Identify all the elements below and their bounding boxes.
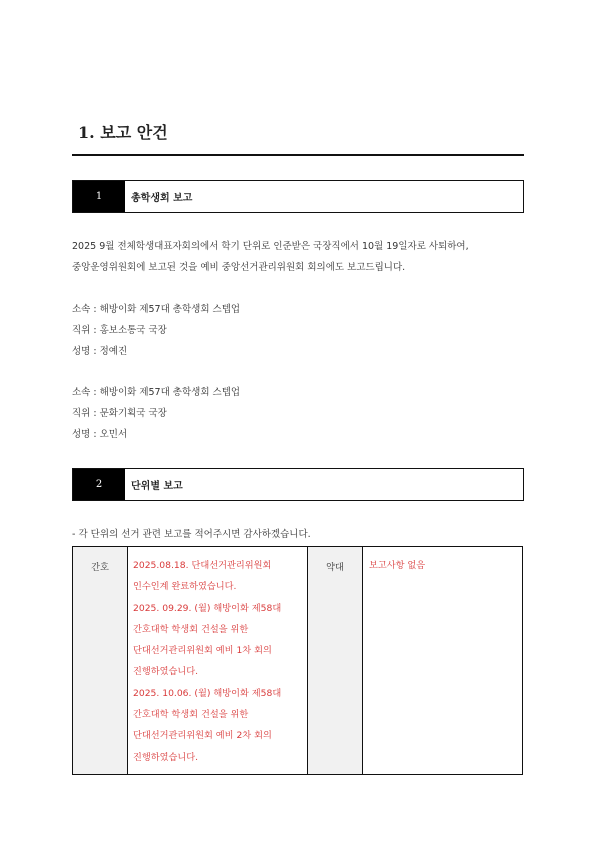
person-info-2	[72, 382, 240, 445]
report-line: 2025.08.18. 단대선거관리위원회	[133, 560, 272, 571]
unit-name-cell: 간호	[73, 547, 128, 775]
report-line: 단대선거관리위원회 예비 2차 회의	[133, 730, 272, 742]
report-line: 인수인계 완료하였습니다.	[133, 581, 237, 593]
table-row	[73, 547, 523, 775]
intro-line: 2025 9월 전체학생대표자회의에서 학기 단위로 인준받은 국장직에서 10월 19일자로 사퇴하여,	[72, 241, 469, 252]
report-line: 진행하였습니다.	[133, 666, 199, 678]
section-header-2	[72, 468, 524, 501]
section-title: 단위별 보고	[131, 481, 183, 492]
person-info-1	[72, 299, 240, 362]
section1-intro	[72, 236, 469, 278]
report-line: 단대선거관리위원회 예비 1차 회의	[133, 645, 272, 657]
position: 직위 : 홍보소통국 국장	[72, 325, 167, 336]
report-line: 보고사항 없음	[369, 560, 426, 571]
name: 성명 : 정예진	[72, 346, 128, 357]
section-number: 1	[73, 181, 125, 212]
unit-name-cell: 약대	[308, 547, 363, 775]
section-title: 총학생회 보고	[131, 193, 193, 204]
page-title: 1. 보고 안건	[78, 123, 168, 142]
report-instruction: - 각 단위의 선거 관련 보고를 적어주시면 감사하겠습니다.	[72, 529, 311, 540]
unit-report-table	[72, 546, 523, 775]
position: 직위 : 문화기획국 국장	[72, 408, 167, 419]
unit-report-cell	[363, 547, 523, 775]
affiliation: 소속 : 해방이화 제57대 총학생회 스텝업	[72, 387, 241, 398]
report-line: 2025. 09.29. (월) 해방이화 제58대	[133, 602, 282, 614]
report-line: 간호대학 학생회 건설을 위한	[133, 709, 249, 721]
section-number: 2	[73, 469, 125, 500]
section-header-1	[72, 180, 524, 213]
report-line: 2025. 10.06. (월) 해방이화 제58대	[133, 687, 282, 699]
affiliation: 소속 : 해방이화 제57대 총학생회 스텝업	[72, 304, 241, 315]
name: 성명 : 오민서	[72, 429, 128, 440]
title-divider	[72, 154, 524, 156]
report-line: 진행하였습니다.	[133, 751, 199, 763]
report-line: 간호대학 학생회 건설을 위한	[133, 623, 249, 635]
unit-report-cell	[128, 547, 308, 775]
intro-line: 중앙운영위원회에 보고된 것을 예비 중앙선거관리위원회 회의에도 보고드립니다.	[72, 262, 406, 273]
